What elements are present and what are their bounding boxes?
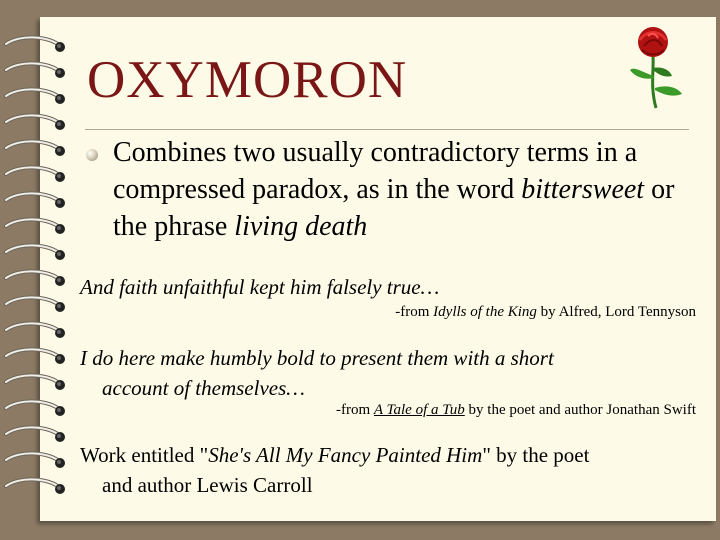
quote-swift <box>80 343 700 403</box>
example-prefix: Work entitled " <box>80 443 209 467</box>
definition-part1: Combines two usually contradictory terms in a compressed paradox, as in the word <box>113 137 638 205</box>
definition-part2: or the phrase <box>113 174 675 242</box>
work-title: Idylls of the King <box>433 304 537 320</box>
attribution-tennyson <box>395 304 696 321</box>
example-carroll-line1 <box>80 440 700 470</box>
attribution-prefix: -from <box>336 402 374 418</box>
quote-swift-line2: account of themselves… <box>102 376 305 400</box>
slide-title: OXYMORON <box>87 51 408 109</box>
attribution-prefix: -from <box>395 304 434 320</box>
definition-text <box>113 134 703 245</box>
work-title: She's All My Fancy Painted Him <box>208 443 483 467</box>
quote-tennyson: And faith unfaithful kept him falsely true… <box>80 275 440 299</box>
example-term-living-death: living death <box>234 211 368 242</box>
notebook-rings <box>0 0 80 540</box>
example-carroll-line2: and author Lewis Carroll <box>102 473 313 497</box>
work-title: A Tale of a Tub <box>373 402 465 418</box>
attribution-swift <box>336 402 696 419</box>
bullet-icon <box>86 149 98 161</box>
attribution-author: by Alfred, Lord Tennyson <box>536 304 696 320</box>
example-term-bittersweet: bittersweet <box>521 174 645 205</box>
rose-icon <box>620 26 690 110</box>
attribution-author: by the poet and author Jonathan Swift <box>464 402 696 418</box>
example-carroll <box>80 440 700 500</box>
title-divider <box>85 129 689 130</box>
quote-swift-line1: I do here make humbly bold to present them with a short <box>80 346 554 370</box>
example-suffix: " by the poet <box>482 443 590 467</box>
